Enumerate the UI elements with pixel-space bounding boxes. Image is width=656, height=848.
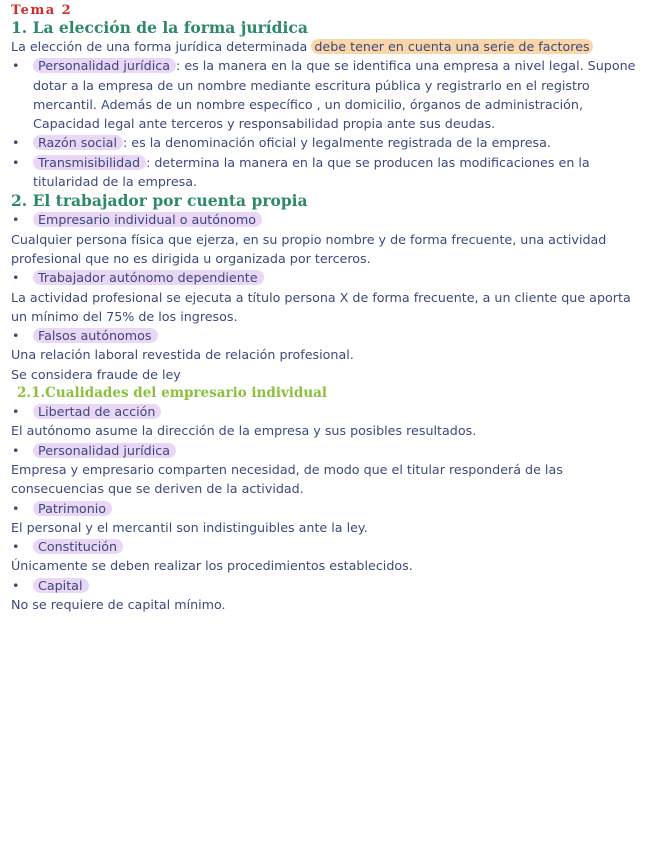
term-highlight: Razón social [33, 135, 123, 150]
term-definition: : es la manera en la que se identifica una empresa a nivel legal. Supone dotar a la empresa de un nombre mediante escritura pública y registrarlo en el registro mercantil. Además de un nombre específico , un domicilio, órganos de administración, Capacidad legal ante terceros y responsabilidad propia ante sus deudas. [33, 58, 636, 132]
bullet-dot: • [12, 58, 20, 74]
definition-paragraph: Únicamente se deben realizar los procedimientos establecidos. [11, 558, 413, 574]
term-highlight: Patrimonio [33, 501, 112, 516]
term-highlight: Trabajador autónomo dependiente [33, 270, 264, 285]
term-highlight: Libertad de acción [33, 404, 161, 419]
bullet-dot: • [12, 404, 20, 420]
bullet-dot: • [12, 442, 20, 458]
bullet-transmisibilidad [11, 153, 646, 192]
definition-paragraph: El autónomo asume la dirección de la empresa y sus posibles resultados. [11, 423, 477, 439]
bullet-razon-social [11, 133, 646, 152]
term-highlight: Personalidad jurídica [33, 443, 176, 458]
definition-paragraph: Cualquier persona física que ejerza, en su propio nombre y de forma frecuente, una actividad profesional que no es dirigida u organizada por terceros. [11, 231, 607, 266]
bullet-dot: • [12, 500, 20, 516]
bullet-constitucion [11, 537, 646, 556]
definition-paragraph: No se requiere de capital mínimo. [11, 597, 226, 613]
definition-paragraph: El personal y el mercantil son indistinguibles ante la ley. [11, 519, 368, 535]
bullet-dot: • [12, 154, 20, 170]
definition-paragraph: La actividad profesional se ejecuta a título persona X de forma frecuente, a un cliente que aporta un mínimo del 75% de los ingresos. [11, 289, 631, 324]
bullet-falsos-autonomos [11, 326, 646, 345]
term-highlight: Falsos autónomos [33, 328, 158, 343]
definition-paragraph: Se considera fraude de ley [11, 366, 181, 382]
section-2-title: 2. El trabajador por cuenta propia [11, 191, 308, 211]
bullet-dot: • [12, 135, 20, 151]
intro-text: La elección de una forma jurídica determinada [11, 39, 312, 54]
section-2-1-title: 2.1.Cualidades del empresario individual [17, 385, 328, 402]
bullet-dot: • [12, 212, 20, 228]
bullet-libertad-accion [11, 402, 646, 421]
bullet-personalidad-juridica-2 [11, 441, 646, 460]
term-highlight: Empresario individual o autónomo [33, 212, 262, 227]
term-highlight: Constitución [33, 539, 123, 554]
definition-paragraph: Una relación laboral revestida de relación profesional. [11, 347, 354, 363]
term-highlight: Capital [33, 578, 89, 593]
term-highlight: Transmisibilidad [33, 155, 146, 170]
bullet-empresario-individual [11, 210, 646, 229]
term-definition: : determina la manera en la que se producen las modificaciones en la titularidad de la empresa. [33, 154, 590, 190]
term-definition: : es la denominación oficial y legalmente registrada de la empresa. [122, 135, 551, 151]
bullet-dot: • [12, 270, 20, 286]
unit-heading: Tema 2 [11, 3, 73, 18]
intro-highlight: debe tener en cuenta una serie de factores [311, 39, 592, 54]
bullet-autonomo-dependiente [11, 268, 646, 287]
bullet-patrimonio [11, 499, 646, 518]
bullet-personalidad-juridica [11, 56, 646, 133]
bullet-dot: • [12, 539, 20, 555]
definition-paragraph: Empresa y empresario comparten necesidad, de modo que el titular responderá de las consecuencias que se deriven de la actividad. [11, 461, 563, 497]
bullet-dot: • [12, 577, 20, 593]
section-1-title: 1. La elección de la forma jurídica [11, 18, 308, 37]
term-highlight: Personalidad jurídica [33, 58, 176, 73]
bullet-dot: • [12, 328, 20, 344]
section-1-intro [11, 37, 646, 56]
bullet-capital [11, 576, 646, 595]
